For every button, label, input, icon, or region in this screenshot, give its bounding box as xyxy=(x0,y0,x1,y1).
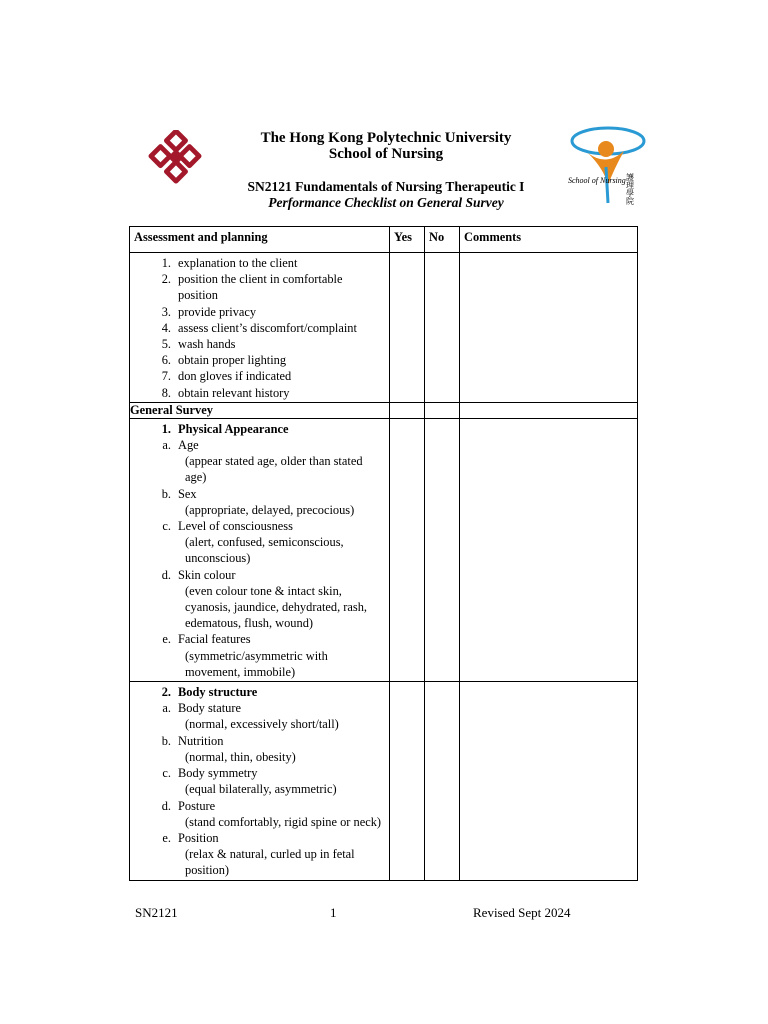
item-text: obtain relevant history xyxy=(178,385,290,400)
column-header-assessment: Assessment and planning xyxy=(130,227,390,253)
no-cell[interactable] xyxy=(425,682,460,880)
group-heading xyxy=(136,421,383,437)
list-item xyxy=(136,798,383,814)
item-text: don gloves if indicated xyxy=(178,369,292,384)
item-letter: d. xyxy=(161,798,171,813)
table-row-physical-appearance xyxy=(130,418,638,681)
table-row-planning xyxy=(130,253,638,403)
section-title: General Survey xyxy=(130,402,390,418)
list-item xyxy=(136,518,383,534)
item-name: Nutrition xyxy=(178,733,224,748)
school-of-nursing-logo xyxy=(558,123,650,207)
list-item xyxy=(136,700,383,716)
item-letter: b. xyxy=(161,733,171,748)
planning-list xyxy=(130,253,389,402)
item-name: Body stature xyxy=(178,701,241,716)
group-body-structure xyxy=(130,682,389,879)
list-item xyxy=(136,352,383,368)
comments-cell[interactable] xyxy=(460,418,638,681)
list-item xyxy=(136,631,383,647)
column-header-no: No xyxy=(425,227,460,253)
group-cell xyxy=(130,682,390,880)
table-row-body-structure xyxy=(130,682,638,880)
item-text: position the client in comfortable position xyxy=(178,272,343,303)
university-title: The Hong Kong Polytechnic University xyxy=(260,130,512,146)
comments-cell[interactable] xyxy=(460,402,638,418)
list-item xyxy=(136,733,383,749)
item-text: provide privacy xyxy=(178,304,257,319)
item-letter: b. xyxy=(161,486,171,501)
footer-page-number: 1 xyxy=(330,905,337,920)
item-name: Skin colour xyxy=(178,567,236,582)
item-name: Sex xyxy=(178,486,197,501)
item-detail: (equal bilaterally, asymmetric) xyxy=(185,782,337,797)
item-text: wash hands xyxy=(178,337,236,352)
item-number: 2. xyxy=(161,272,171,287)
item-name: Posture xyxy=(178,798,216,813)
logo-chinese-text: 護理學院 xyxy=(625,173,635,205)
item-text: obtain proper lighting xyxy=(178,353,287,368)
item-detail: (relax & natural, curled up in fetal position) xyxy=(185,847,355,878)
item-detail: (normal, excessively short/tall) xyxy=(185,717,339,732)
item-number: 5. xyxy=(161,337,171,352)
planning-items-cell xyxy=(130,253,390,403)
group-number: 1. xyxy=(161,421,171,436)
list-item xyxy=(136,304,383,320)
item-detail: (appear stated age, older than stated age) xyxy=(185,454,363,485)
item-letter: c. xyxy=(162,766,171,781)
no-cell[interactable] xyxy=(425,253,460,403)
course-title: SN2121 Fundamentals of Nursing Therapeutic I xyxy=(247,179,525,194)
group-title: Body structure xyxy=(178,685,258,700)
item-detail: (stand comfortably, rigid spine or neck) xyxy=(185,814,382,829)
item-number: 7. xyxy=(161,369,171,384)
comments-cell[interactable] xyxy=(460,682,638,880)
item-letter: a. xyxy=(162,438,171,453)
item-letter: e. xyxy=(162,632,171,647)
list-item xyxy=(136,437,383,453)
list-item xyxy=(136,368,383,384)
yes-cell[interactable] xyxy=(390,682,425,880)
list-item xyxy=(136,271,383,303)
yes-cell[interactable] xyxy=(390,253,425,403)
item-name: Body symmetry xyxy=(178,766,258,781)
item-number: 6. xyxy=(161,353,171,368)
comments-cell[interactable] xyxy=(460,253,638,403)
item-letter: d. xyxy=(161,567,171,582)
column-header-comments: Comments xyxy=(460,227,638,253)
column-header-yes: Yes xyxy=(390,227,425,253)
list-item xyxy=(136,765,383,781)
performance-checklist-table xyxy=(129,226,638,881)
footer-revised-date: Revised Sept 2024 xyxy=(473,905,571,920)
group-cell xyxy=(130,418,390,681)
document-subtitle: Performance Checklist on General Survey xyxy=(268,195,504,210)
item-letter: a. xyxy=(162,701,171,716)
item-number: 8. xyxy=(161,385,171,400)
list-item xyxy=(136,336,383,352)
polyu-logo xyxy=(146,130,204,188)
logo-text: School of Nursing xyxy=(568,176,626,185)
item-detail: (normal, thin, obesity) xyxy=(185,749,296,764)
table-row-section xyxy=(130,402,638,418)
group-physical-appearance xyxy=(130,419,389,681)
no-cell[interactable] xyxy=(425,402,460,418)
list-item xyxy=(136,385,383,401)
item-text: explanation to the client xyxy=(178,256,298,270)
item-name: Position xyxy=(178,830,219,845)
item-detail: (symmetric/asymmetric with movement, immobile) xyxy=(185,648,328,679)
item-number: 4. xyxy=(161,320,171,335)
item-detail: (even colour tone & intact skin, cyanosis, jaundice, dehydrated, rash, edematous, flush, wound) xyxy=(185,583,368,631)
yes-cell[interactable] xyxy=(390,402,425,418)
item-detail: (appropriate, delayed, precocious) xyxy=(185,502,355,517)
item-letter: e. xyxy=(162,830,171,845)
group-heading xyxy=(136,684,383,700)
item-number: 1. xyxy=(161,256,171,270)
no-cell[interactable] xyxy=(425,418,460,681)
list-item xyxy=(136,567,383,583)
list-item xyxy=(136,486,383,502)
group-title: Physical Appearance xyxy=(178,421,289,436)
footer-course-code: SN2121 xyxy=(135,905,178,920)
item-name: Facial features xyxy=(178,632,251,647)
item-number: 3. xyxy=(161,304,171,319)
group-number: 2. xyxy=(161,685,171,700)
table-header-row xyxy=(130,227,638,253)
list-item xyxy=(136,830,383,846)
item-name: Level of consciousness xyxy=(178,519,293,534)
list-item xyxy=(136,255,383,271)
yes-cell[interactable] xyxy=(390,418,425,681)
item-text: assess client’s discomfort/complaint xyxy=(178,320,357,335)
item-letter: c. xyxy=(162,519,171,534)
school-title: School of Nursing xyxy=(328,146,444,162)
item-name: Age xyxy=(178,438,199,453)
list-item xyxy=(136,320,383,336)
item-detail: (alert, confused, semiconscious, unconscious) xyxy=(185,535,344,566)
